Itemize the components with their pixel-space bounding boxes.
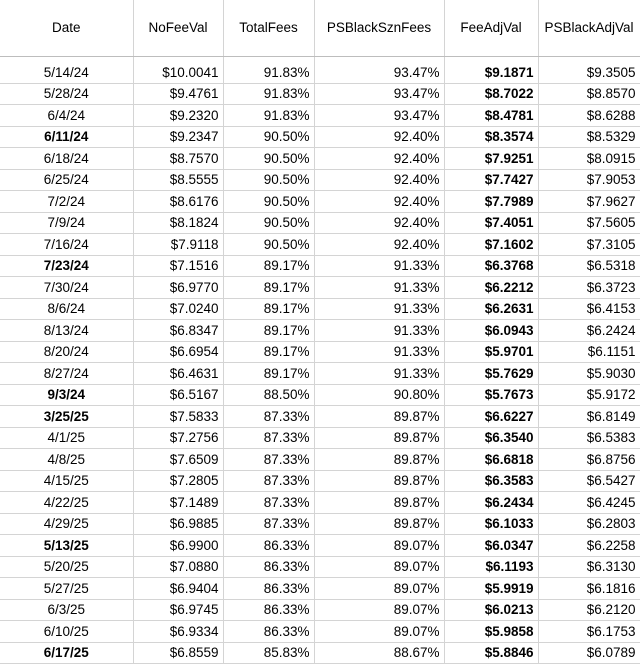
psblackasznfees-cell[interactable]: 89.07% <box>314 535 444 557</box>
nofeeval-cell[interactable]: $9.2347 <box>133 126 223 148</box>
date-cell[interactable]: 7/2/24 <box>0 191 133 213</box>
totalfees-cell[interactable]: 87.33% <box>223 449 314 471</box>
psblackasznfees-cell[interactable]: 89.87% <box>314 427 444 449</box>
date-cell[interactable]: 6/17/25 <box>0 642 133 664</box>
table-row <box>0 492 640 514</box>
psblackasznfees-cell[interactable]: 91.33% <box>314 277 444 299</box>
totalfees-cell[interactable]: 87.33% <box>223 513 314 535</box>
psblackasznfees-cell[interactable]: 93.47% <box>314 62 444 83</box>
table-row <box>0 191 640 213</box>
table-row <box>0 449 640 471</box>
feeadjval-cell[interactable]: $6.0213 <box>444 599 538 621</box>
feeadjval-cell[interactable]: $6.3540 <box>444 427 538 449</box>
nofeeval-cell[interactable]: $7.1516 <box>133 255 223 277</box>
feeadjval-cell[interactable]: $7.7989 <box>444 191 538 213</box>
header-feeadjval[interactable]: FeeAdjVal <box>444 0 538 57</box>
psblackasznfees-cell[interactable]: 91.33% <box>314 363 444 385</box>
psblackasznfees-cell[interactable]: 92.40% <box>314 126 444 148</box>
psblackasznfees-cell[interactable]: 89.07% <box>314 599 444 621</box>
table-row <box>0 621 640 643</box>
table-row <box>0 427 640 449</box>
date-cell[interactable]: 8/6/24 <box>0 298 133 320</box>
feeadjval-cell[interactable]: $5.9919 <box>444 578 538 600</box>
header-nofeeval[interactable]: NoFeeVal <box>133 0 223 57</box>
psblackasznfees-cell[interactable]: 89.87% <box>314 470 444 492</box>
psblackasznfees-cell[interactable]: 88.67% <box>314 642 444 664</box>
feeadjval-cell[interactable]: $6.2212 <box>444 277 538 299</box>
nofeeval-cell[interactable]: $7.9118 <box>133 234 223 256</box>
nofeeval-cell[interactable]: $7.6509 <box>133 449 223 471</box>
feeadjval-cell[interactable]: $6.0943 <box>444 320 538 342</box>
totalfees-cell[interactable]: 89.17% <box>223 320 314 342</box>
header-psblackasznfees[interactable]: PSBlackSznFees <box>314 0 444 57</box>
table-row <box>0 148 640 170</box>
date-cell[interactable]: 4/8/25 <box>0 449 133 471</box>
totalfees-cell[interactable]: 90.50% <box>223 212 314 234</box>
totalfees-cell[interactable]: 90.50% <box>223 234 314 256</box>
date-cell[interactable]: 4/29/25 <box>0 513 133 535</box>
feeadjval-cell[interactable]: $7.1602 <box>444 234 538 256</box>
psblackadjval-cell[interactable]: $6.2120 <box>538 599 640 621</box>
feeadjval-cell[interactable]: $8.7022 <box>444 83 538 105</box>
feeadjval-cell[interactable]: $6.1193 <box>444 556 538 578</box>
totalfees-cell[interactable]: 86.33% <box>223 556 314 578</box>
psblackasznfees-cell[interactable]: 92.40% <box>314 212 444 234</box>
psblackadjval-cell[interactable]: $6.4245 <box>538 492 640 514</box>
totalfees-cell[interactable]: 89.17% <box>223 298 314 320</box>
feeadjval-cell[interactable]: $5.7629 <box>444 363 538 385</box>
nofeeval-cell[interactable]: $6.6954 <box>133 341 223 363</box>
date-cell[interactable]: 6/3/25 <box>0 599 133 621</box>
date-cell[interactable]: 9/3/24 <box>0 384 133 406</box>
totalfees-cell[interactable]: 86.33% <box>223 578 314 600</box>
date-cell[interactable]: 5/20/25 <box>0 556 133 578</box>
psblackasznfees-cell[interactable]: 92.40% <box>314 169 444 191</box>
date-cell[interactable]: 6/10/25 <box>0 621 133 643</box>
psblackadjval-cell[interactable]: $6.5318 <box>538 255 640 277</box>
psblackasznfees-cell[interactable]: 89.87% <box>314 513 444 535</box>
table-row <box>0 406 640 428</box>
feeadjval-cell[interactable]: $5.9701 <box>444 341 538 363</box>
date-cell[interactable]: 7/30/24 <box>0 277 133 299</box>
table-row <box>0 363 640 385</box>
psblackadjval-cell[interactable]: $6.2803 <box>538 513 640 535</box>
psblackadjval-cell[interactable]: $6.3723 <box>538 277 640 299</box>
totalfees-cell[interactable]: 85.83% <box>223 642 314 664</box>
totalfees-cell[interactable]: 89.17% <box>223 363 314 385</box>
nofeeval-cell[interactable]: $6.9770 <box>133 277 223 299</box>
totalfees-cell[interactable]: 90.50% <box>223 126 314 148</box>
psblackadjval-cell[interactable]: $7.3105 <box>538 234 640 256</box>
table-row <box>0 513 640 535</box>
table-row <box>0 62 640 83</box>
table-row <box>0 320 640 342</box>
psblackadjval-cell[interactable]: $6.4153 <box>538 298 640 320</box>
nofeeval-cell[interactable]: $6.9900 <box>133 535 223 557</box>
nofeeval-cell[interactable]: $10.0041 <box>133 62 223 83</box>
psblackadjval-cell[interactable]: $6.2258 <box>538 535 640 557</box>
nofeeval-cell[interactable]: $8.7570 <box>133 148 223 170</box>
table-row <box>0 556 640 578</box>
date-cell[interactable]: 3/25/25 <box>0 406 133 428</box>
nofeeval-cell[interactable]: $6.9885 <box>133 513 223 535</box>
totalfees-cell[interactable]: 91.83% <box>223 62 314 83</box>
feeadjval-cell[interactable]: $6.6818 <box>444 449 538 471</box>
nofeeval-cell[interactable]: $6.8347 <box>133 320 223 342</box>
totalfees-cell[interactable]: 90.50% <box>223 148 314 170</box>
table-row <box>0 578 640 600</box>
psblackadjval-cell[interactable]: $6.5383 <box>538 427 640 449</box>
totalfees-cell[interactable]: 87.33% <box>223 406 314 428</box>
feeadjval-cell[interactable]: $5.9858 <box>444 621 538 643</box>
table-row <box>0 535 640 557</box>
psblackadjval-cell[interactable]: $7.5605 <box>538 212 640 234</box>
table-row <box>0 126 640 148</box>
totalfees-cell[interactable]: 86.33% <box>223 535 314 557</box>
psblackasznfees-cell[interactable]: 89.07% <box>314 621 444 643</box>
nofeeval-cell[interactable]: $7.0240 <box>133 298 223 320</box>
date-cell[interactable]: 6/25/24 <box>0 169 133 191</box>
psblackasznfees-cell[interactable]: 89.87% <box>314 406 444 428</box>
totalfees-cell[interactable]: 86.33% <box>223 621 314 643</box>
totalfees-cell[interactable]: 88.50% <box>223 384 314 406</box>
date-cell[interactable]: 8/27/24 <box>0 363 133 385</box>
psblackadjval-cell[interactable]: $6.1816 <box>538 578 640 600</box>
feeadjval-cell[interactable]: $7.9251 <box>444 148 538 170</box>
nofeeval-cell[interactable]: $8.5555 <box>133 169 223 191</box>
table-row <box>0 599 640 621</box>
nofeeval-cell[interactable]: $6.9404 <box>133 578 223 600</box>
feeadjval-cell[interactable]: $5.7673 <box>444 384 538 406</box>
date-cell[interactable]: 6/4/24 <box>0 105 133 127</box>
totalfees-cell[interactable]: 86.33% <box>223 599 314 621</box>
psblackasznfees-cell[interactable]: 91.33% <box>314 341 444 363</box>
psblackasznfees-cell[interactable]: 92.40% <box>314 148 444 170</box>
table-row <box>0 341 640 363</box>
nofeeval-cell[interactable]: $7.2756 <box>133 427 223 449</box>
psblackadjval-cell[interactable]: $7.9627 <box>538 191 640 213</box>
table-row <box>0 384 640 406</box>
feeadjval-cell[interactable]: $5.8846 <box>444 642 538 664</box>
date-cell[interactable]: 6/11/24 <box>0 126 133 148</box>
psblackadjval-cell[interactable]: $6.1753 <box>538 621 640 643</box>
feeadjval-cell[interactable]: $6.1033 <box>444 513 538 535</box>
totalfees-cell[interactable]: 89.17% <box>223 277 314 299</box>
psblackasznfees-cell[interactable]: 91.33% <box>314 255 444 277</box>
header-date[interactable]: Date <box>0 0 133 57</box>
date-cell[interactable]: 5/28/24 <box>0 83 133 105</box>
date-cell[interactable]: 8/13/24 <box>0 320 133 342</box>
table-row <box>0 212 640 234</box>
psblackasznfees-cell[interactable]: 89.87% <box>314 492 444 514</box>
nofeeval-cell[interactable]: $7.5833 <box>133 406 223 428</box>
table-row <box>0 255 640 277</box>
date-cell[interactable]: 7/9/24 <box>0 212 133 234</box>
psblackadjval-cell[interactable]: $5.9030 <box>538 363 640 385</box>
feeadjval-cell[interactable]: $6.3768 <box>444 255 538 277</box>
totalfees-cell[interactable]: 87.33% <box>223 492 314 514</box>
date-cell[interactable]: 4/15/25 <box>0 470 133 492</box>
feeadjval-cell[interactable]: $7.7427 <box>444 169 538 191</box>
psblackasznfees-cell[interactable]: 91.33% <box>314 320 444 342</box>
date-cell[interactable]: 7/23/24 <box>0 255 133 277</box>
feeadjval-cell[interactable]: $6.2434 <box>444 492 538 514</box>
date-cell[interactable]: 4/22/25 <box>0 492 133 514</box>
nofeeval-cell[interactable]: $9.4761 <box>133 83 223 105</box>
nofeeval-cell[interactable]: $6.9334 <box>133 621 223 643</box>
totalfees-cell[interactable]: 87.33% <box>223 470 314 492</box>
table-row <box>0 298 640 320</box>
header-row <box>0 0 640 57</box>
date-cell[interactable]: 6/18/24 <box>0 148 133 170</box>
psblackasznfees-cell[interactable]: 92.40% <box>314 234 444 256</box>
psblackasznfees-cell[interactable]: 89.87% <box>314 449 444 471</box>
header-totalfees[interactable]: TotalFees <box>223 0 314 57</box>
psblackasznfees-cell[interactable]: 90.80% <box>314 384 444 406</box>
nofeeval-cell[interactable]: $7.1489 <box>133 492 223 514</box>
totalfees-cell[interactable]: 91.83% <box>223 105 314 127</box>
psblackadjval-cell[interactable]: $5.9172 <box>538 384 640 406</box>
nofeeval-cell[interactable]: $7.0880 <box>133 556 223 578</box>
date-cell[interactable]: 4/1/25 <box>0 427 133 449</box>
nofeeval-cell[interactable]: $7.2805 <box>133 470 223 492</box>
feeadjval-cell[interactable]: $7.4051 <box>444 212 538 234</box>
psblackadjval-cell[interactable]: $6.2424 <box>538 320 640 342</box>
psblackadjval-cell[interactable]: $8.6288 <box>538 105 640 127</box>
table-row <box>0 83 640 105</box>
psblackasznfees-cell[interactable]: 93.47% <box>314 105 444 127</box>
psblackadjval-cell[interactable]: $7.9053 <box>538 169 640 191</box>
date-cell[interactable]: 5/13/25 <box>0 535 133 557</box>
date-cell[interactable]: 5/14/24 <box>0 62 133 83</box>
nofeeval-cell[interactable]: $9.2320 <box>133 105 223 127</box>
totalfees-cell[interactable]: 89.17% <box>223 255 314 277</box>
header-psblackadjval[interactable]: PSBlackAdjVal <box>538 0 640 57</box>
table-row <box>0 277 640 299</box>
psblackadjval-cell[interactable]: $8.0915 <box>538 148 640 170</box>
date-cell[interactable]: 5/27/25 <box>0 578 133 600</box>
nofeeval-cell[interactable]: $6.9745 <box>133 599 223 621</box>
nofeeval-cell[interactable]: $6.5167 <box>133 384 223 406</box>
date-cell[interactable]: 7/16/24 <box>0 234 133 256</box>
psblackasznfees-cell[interactable]: 93.47% <box>314 83 444 105</box>
feeadjval-cell[interactable]: $6.2631 <box>444 298 538 320</box>
nofeeval-cell[interactable]: $8.1824 <box>133 212 223 234</box>
feeadjval-cell[interactable]: $9.1871 <box>444 62 538 83</box>
psblackasznfees-cell[interactable]: 92.40% <box>314 191 444 213</box>
psblackasznfees-cell[interactable]: 89.07% <box>314 556 444 578</box>
psblackasznfees-cell[interactable]: 89.07% <box>314 578 444 600</box>
nofeeval-cell[interactable]: $8.6176 <box>133 191 223 213</box>
psblackadjval-cell[interactable]: $9.3505 <box>538 62 640 83</box>
psblackadjval-cell[interactable]: $6.3130 <box>538 556 640 578</box>
totalfees-cell[interactable]: 91.83% <box>223 83 314 105</box>
feeadjval-cell[interactable]: $6.3583 <box>444 470 538 492</box>
totalfees-cell[interactable]: 87.33% <box>223 427 314 449</box>
totalfees-cell[interactable]: 90.50% <box>223 191 314 213</box>
psblackadjval-cell[interactable]: $6.8756 <box>538 449 640 471</box>
table-row <box>0 105 640 127</box>
table-row <box>0 642 640 664</box>
feeadjval-cell[interactable]: $8.3574 <box>444 126 538 148</box>
table-row <box>0 169 640 191</box>
psblackadjval-cell[interactable]: $6.0789 <box>538 642 640 664</box>
feeadjval-cell[interactable]: $6.6227 <box>444 406 538 428</box>
totalfees-cell[interactable]: 89.17% <box>223 341 314 363</box>
psblackadjval-cell[interactable]: $8.5329 <box>538 126 640 148</box>
date-cell[interactable]: 8/20/24 <box>0 341 133 363</box>
nofeeval-cell[interactable]: $6.4631 <box>133 363 223 385</box>
psblackadjval-cell[interactable]: $6.1151 <box>538 341 640 363</box>
psblackadjval-cell[interactable]: $6.8149 <box>538 406 640 428</box>
table-row <box>0 470 640 492</box>
nofeeval-cell[interactable]: $6.8559 <box>133 642 223 664</box>
feeadjval-cell[interactable]: $8.4781 <box>444 105 538 127</box>
psblackasznfees-cell[interactable]: 91.33% <box>314 298 444 320</box>
feeadjval-cell[interactable]: $6.0347 <box>444 535 538 557</box>
totalfees-cell[interactable]: 90.50% <box>223 169 314 191</box>
psblackadjval-cell[interactable]: $6.5427 <box>538 470 640 492</box>
table-row <box>0 234 640 256</box>
psblackadjval-cell[interactable]: $8.8570 <box>538 83 640 105</box>
